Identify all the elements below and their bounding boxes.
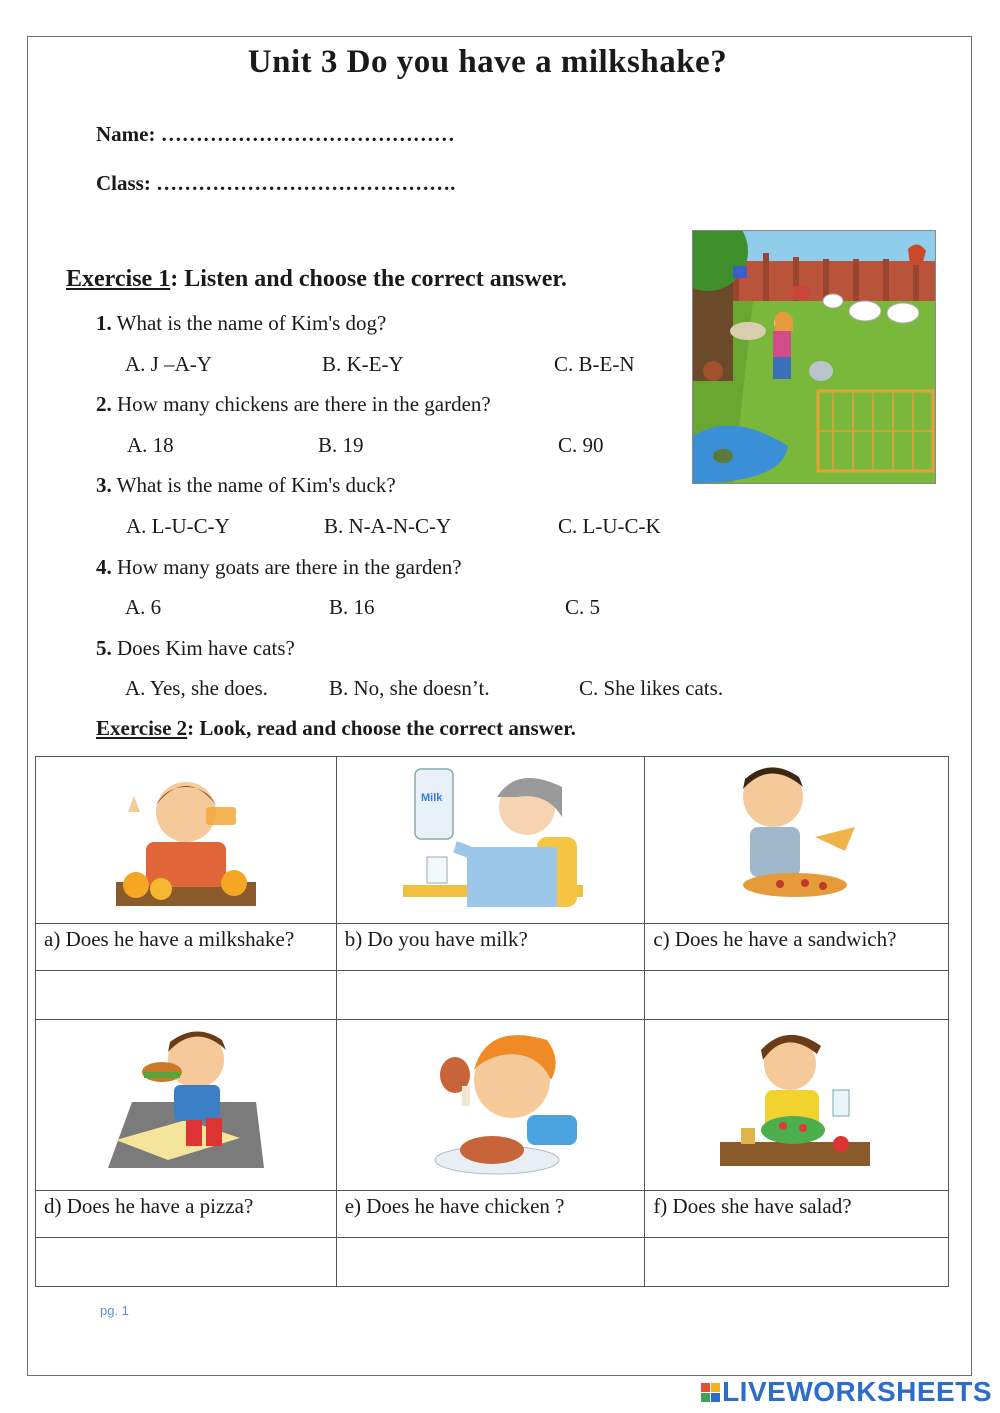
brand-name: LIVEWORKSHEETS: [722, 1376, 992, 1407]
boy-drinking-juice-image: [36, 757, 337, 923]
q3-option-c[interactable]: C. L-U-C-K: [558, 514, 661, 538]
caption-b: b) Do you have milk?: [336, 924, 645, 971]
picture-d-cell: [36, 1020, 337, 1191]
q4-option-c[interactable]: C. 5: [565, 595, 601, 619]
q5-option-b[interactable]: B. No, she doesn’t.: [329, 676, 490, 700]
answer-d-box[interactable]: [36, 1238, 337, 1287]
q4-option-a[interactable]: A. 6: [125, 595, 162, 619]
q3-option-b[interactable]: B. N-A-N-C-Y: [324, 514, 452, 538]
answer-b-box[interactable]: [336, 971, 645, 1020]
exercise-2-label: Exercise 2: [96, 716, 188, 740]
boy-eating-burger-image: [36, 1020, 337, 1190]
question-1: 1. What is the name of Kim's dog?: [96, 311, 387, 335]
boy-eating-pizza-image: [645, 757, 949, 923]
exercise-1-instruction: : Listen and choose the correct answer.: [170, 266, 567, 292]
picture-b-cell: [336, 757, 645, 924]
exercise-1-label: Exercise 1: [66, 266, 171, 292]
q3-option-a[interactable]: A. L-U-C-Y: [126, 514, 230, 538]
q2-option-c[interactable]: C. 90: [558, 433, 604, 457]
question-2: 2. How many chickens are there in the garden?: [96, 392, 491, 416]
answer-e-box[interactable]: [336, 1238, 645, 1287]
question-5: 5. Does Kim have cats?: [96, 636, 295, 660]
picture-f-cell: [645, 1020, 949, 1191]
girl-eating-salad-image: [645, 1020, 949, 1190]
boy-eating-chicken-image: [337, 1020, 646, 1190]
page-title: Unit 3 Do you have a milkshake?: [247, 44, 728, 80]
answer-f-box[interactable]: [645, 1238, 949, 1287]
picture-a-cell: [36, 757, 337, 924]
picture-c-cell: [645, 757, 949, 924]
exercise-1-heading: [66, 266, 567, 293]
liveworksheets-logo-icon: [701, 1383, 720, 1402]
exercise-2-instruction: : Look, read and choose the correct answer.: [187, 716, 576, 740]
picture-e-cell: [336, 1020, 645, 1191]
question-4: 4. How many goats are there in the garden?: [96, 555, 462, 579]
q2-option-a[interactable]: A. 18: [127, 433, 174, 457]
q4-option-b[interactable]: B. 16: [329, 595, 375, 619]
q1-option-c[interactable]: C. B-E-N: [554, 352, 635, 376]
name-field[interactable]: Name: ……………………………………: [96, 122, 455, 146]
q1-option-a[interactable]: A. J –A-Y: [125, 352, 212, 376]
q1-option-b[interactable]: B. K-E-Y: [322, 352, 404, 376]
question-3: 3. What is the name of Kim's duck?: [96, 473, 396, 497]
caption-a: a) Does he have a milkshake?: [36, 924, 337, 971]
exercise-2-heading: [96, 716, 576, 741]
exercise-2-table: [35, 756, 949, 1287]
caption-c: c) Does he have a sandwich?: [645, 924, 949, 971]
caption-f: f) Does she have salad?: [645, 1191, 949, 1238]
liveworksheets-brand[interactable]: [701, 1376, 992, 1408]
class-field[interactable]: Class: …………………………………….: [96, 171, 456, 195]
answer-a-box[interactable]: [36, 971, 337, 1020]
q5-option-c[interactable]: C. She likes cats.: [579, 676, 724, 700]
man-with-milk-image: [337, 757, 646, 923]
answer-c-box[interactable]: [645, 971, 949, 1020]
q2-option-b[interactable]: B. 19: [318, 433, 364, 457]
caption-e: e) Does he have chicken ?: [336, 1191, 645, 1238]
milk-carton-label: Milk: [420, 792, 443, 804]
page-number: pg. 1: [100, 1303, 129, 1318]
q5-option-a[interactable]: A. Yes, she does.: [125, 676, 268, 700]
garden-scene-image: [692, 230, 936, 484]
caption-d: d) Does he have a pizza?: [36, 1191, 337, 1238]
